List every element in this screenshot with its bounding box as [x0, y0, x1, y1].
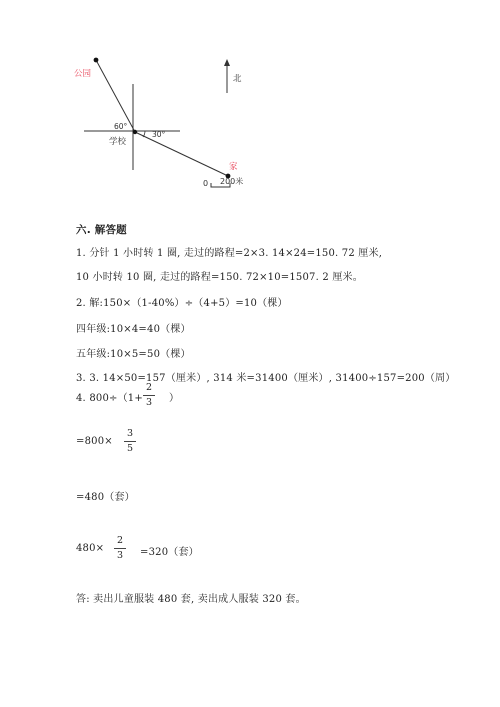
q4-line4-suffix: =320（套） [140, 547, 199, 558]
fraction-denominator: 3 [145, 397, 153, 408]
q4-line2-prefix: =800× [76, 436, 113, 447]
q4-fraction-2 [124, 428, 136, 455]
angle-60-label: 60° [114, 122, 128, 131]
fraction-denominator: 3 [116, 550, 124, 561]
fraction-bar [124, 441, 136, 442]
fraction-numerator: 2 [145, 382, 153, 393]
park-label: 公园 [74, 69, 92, 79]
scale-label: 200米 [220, 177, 244, 186]
q2-line3: 五年级:10×5=50（棵） [76, 349, 191, 360]
home-label: 家 [229, 162, 238, 172]
fraction-bar [114, 548, 126, 549]
section-title: 六. 解答题 [76, 224, 127, 236]
fraction-denominator: 5 [126, 443, 134, 454]
q2-line1: 2. 解:150×（1-40%）÷（4+5）=10（棵） [76, 298, 288, 309]
map-diagram [0, 0, 500, 215]
q3-line: 3. 3. 14×50=157（厘米）, 314 米=31400（厘米）, 31400÷157=200（周） [76, 373, 456, 384]
q4-line3: =480（套） [76, 492, 135, 503]
fraction-numerator: 3 [126, 428, 134, 439]
q4-line1-prefix: 4. 800÷（1+ [76, 393, 143, 404]
q1-line1: 1. 分针 1 小时转 1 圈, 走过的路程=2×3. 14×24=150. 72 厘米, [76, 248, 383, 259]
q4-fraction-3 [114, 535, 126, 562]
final-answer: 答: 卖出儿童服装 480 套, 卖出成人服装 320 套。 [76, 594, 306, 605]
q4-fraction-1 [143, 382, 155, 409]
school-point [133, 130, 137, 134]
q1-line2: 10 小时转 10 圈, 走过的路程=150. 72×10=1507. 2 厘米。 [76, 272, 363, 283]
north-label: 北 [233, 74, 242, 84]
park-point [94, 58, 99, 63]
scale-zero-label: 0 [203, 179, 209, 188]
q4-line1-suffix: ） [169, 393, 180, 404]
angle-30-label: 30° [152, 130, 166, 139]
school-home-line [135, 132, 228, 176]
q2-line2: 四年级:10×4=40（棵） [76, 324, 191, 335]
fraction-bar [143, 395, 155, 396]
fraction-numerator: 2 [116, 535, 124, 546]
north-arrow-head [224, 59, 230, 66]
q4-line4-prefix: 480× [76, 543, 105, 554]
school-label: 学校 [109, 137, 127, 147]
